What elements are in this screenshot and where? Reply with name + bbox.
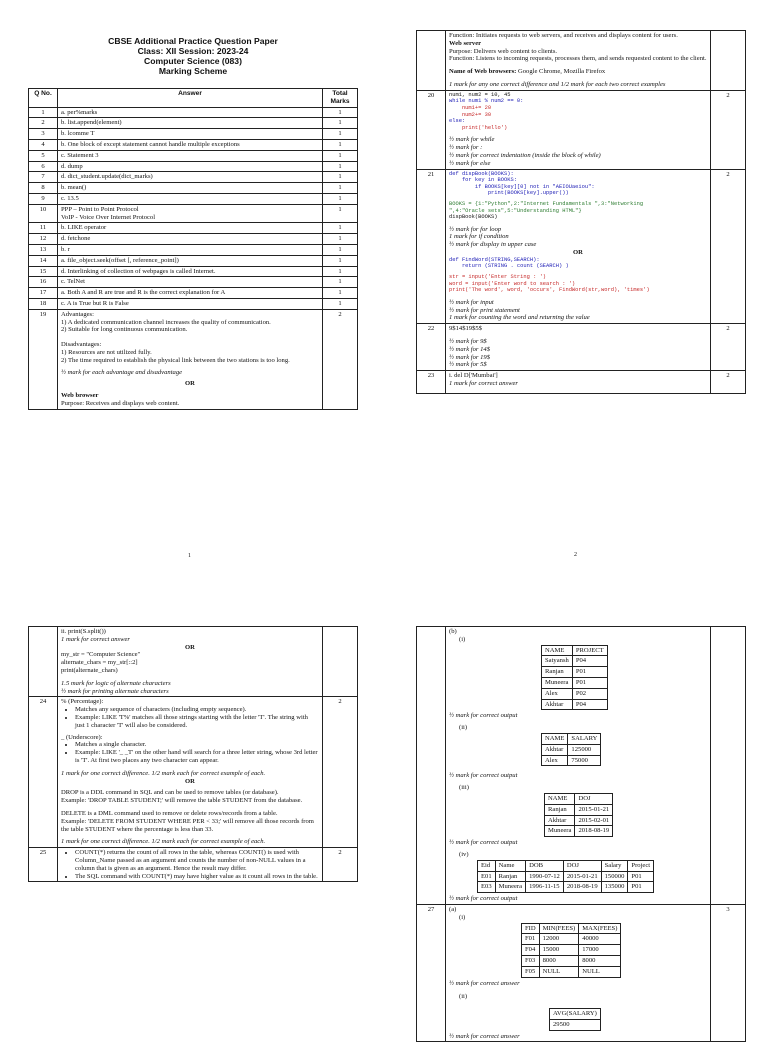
table-cell: P04 bbox=[572, 656, 607, 667]
table-row bbox=[29, 266, 358, 277]
table-row: 25 • COUNT(*) returns the count of all rows in the table, whereas COUNT() is used with Column_Name passed as an argument and counts the number of non-NULL values in a column that is given as an argument. Hence the result may differ. • The SQL command with COUNT(*) may have higher value as it count all rows in the table. 2 bbox=[29, 848, 358, 882]
table-row bbox=[542, 667, 608, 678]
marks-cell: 1 bbox=[323, 193, 358, 204]
marks-cell: 1 bbox=[323, 129, 358, 140]
page-number: 2 bbox=[574, 552, 577, 558]
table-cell: NAME bbox=[542, 733, 568, 744]
question-number: 13 bbox=[29, 244, 58, 255]
table-row bbox=[522, 923, 621, 934]
table-row bbox=[29, 150, 358, 161]
table-row bbox=[545, 815, 613, 826]
table-cell: 40000 bbox=[579, 934, 621, 945]
table-cell: 2018-08-19 bbox=[563, 882, 601, 893]
table-row bbox=[542, 744, 601, 755]
table-cell: Eid bbox=[478, 860, 496, 871]
table-cell: 15000 bbox=[539, 945, 579, 956]
table-row bbox=[29, 161, 358, 172]
answer-cell: c. Statement 3 bbox=[58, 150, 323, 161]
table-cell: Name bbox=[495, 860, 525, 871]
table-cell: Akhtar bbox=[542, 744, 568, 755]
table-row bbox=[545, 804, 613, 815]
table-cell: Akhtar bbox=[542, 699, 573, 710]
table-cell: 1990-07-12 bbox=[526, 871, 564, 882]
table-row bbox=[542, 733, 601, 744]
table-row bbox=[542, 645, 608, 656]
table-cell: F05 bbox=[522, 966, 540, 977]
question-number: 1 bbox=[29, 107, 58, 118]
table-cell: 12000 bbox=[539, 934, 579, 945]
table-cell: 135000 bbox=[601, 882, 628, 893]
marks-cell: 1 bbox=[323, 298, 358, 309]
output-table-2 bbox=[541, 733, 601, 766]
answer-cell: b. r bbox=[58, 244, 323, 255]
table-cell: P04 bbox=[572, 699, 607, 710]
question-number: 8 bbox=[29, 183, 58, 194]
table-row bbox=[478, 882, 654, 893]
marks-cell: 1 bbox=[323, 223, 358, 234]
table-row bbox=[550, 1009, 601, 1020]
table-cell: PROJECT bbox=[572, 645, 607, 656]
table-row: 24 % (Percentage): • Matches any sequence of characters (including empty sequence). • Example: LIKE 'T%' matches all those strings starting with the letter 'T'. The string with just 1 character 'T' will also be considered. _ (Underscore): • Matches a single character. • Example: LIKE '_ _T' on the other hand will search for a three letter string, whose 3rd letter is 'T'. At first two places any two character can appear. 1 mark for one correct difference. 1/2 mark each for correct example of each. OR DROP is a DDL command in SQL and can be used to remove tables (or database). Example: 'DROP TABLE STUDENT;' will remove the table STUDENT from the database. DELETE is a DML command used to remove or delete rows/records from a table. Example: 'DELETE FROM STUDENT WHERE PER < 33;' will remove all those records from the table STUDENT where the percentage is less than 33. 1 mark for one correct difference. 1/2 mark each for correct example of each. 2 bbox=[29, 697, 358, 848]
output-table-5 bbox=[521, 923, 621, 978]
table-cell: 8000 bbox=[579, 955, 621, 966]
marks-cell: 1 bbox=[323, 266, 358, 277]
output-table-3 bbox=[544, 793, 613, 837]
table-cell: P01 bbox=[572, 667, 607, 678]
table-row bbox=[29, 255, 358, 266]
question-number: 12 bbox=[29, 234, 58, 245]
question-number: 15 bbox=[29, 266, 58, 277]
marks-cell: 1 bbox=[323, 277, 358, 288]
question-number: 4 bbox=[29, 139, 58, 150]
question-number: 17 bbox=[29, 288, 58, 299]
answer-cell: b. lcomme T bbox=[58, 129, 323, 140]
table-cell: 75000 bbox=[568, 755, 601, 766]
question-number: 3 bbox=[29, 129, 58, 140]
table-cell: 2015-01-21 bbox=[563, 871, 601, 882]
table-row bbox=[29, 288, 358, 299]
table-cell: F01 bbox=[522, 934, 540, 945]
page-4 bbox=[416, 626, 746, 1040]
table-cell: Ranjan bbox=[542, 667, 573, 678]
table-cell: Muneera bbox=[495, 882, 525, 893]
table-row bbox=[29, 172, 358, 183]
answer-rows bbox=[29, 107, 358, 309]
table-row bbox=[29, 234, 358, 245]
answer-cell: b. LIKE operator bbox=[58, 223, 323, 234]
table-cell: P01 bbox=[628, 882, 654, 893]
marking-table-1 bbox=[28, 88, 358, 410]
answer-cell: b. One block of except statement cannot handle multiple exceptions bbox=[58, 139, 323, 150]
answer-cell: PPP – Point to Point Protocol VoIP - Voice Over Internet Protocol bbox=[58, 204, 323, 223]
table-row: 20 num1, num2 = 10, 45 while num1 % num2 == 0: num1+= 20 num2+= 30 else: print('hello') ½ mark for while ½ mark for : ½ mark for correct indentation (inside the block of while) ½ mark for else 2 bbox=[417, 90, 746, 169]
answer-cell: a. Both A and R are true and R is the correct explanation for A bbox=[58, 288, 323, 299]
table-row bbox=[29, 277, 358, 288]
table-row bbox=[522, 966, 621, 977]
question-number: 7 bbox=[29, 172, 58, 183]
table-cell: DOJ bbox=[575, 793, 613, 804]
table-cell: E01 bbox=[478, 871, 496, 882]
col-marks: Total Marks bbox=[323, 89, 358, 108]
table-row: 23 i. del D['Mumbai'] 1 mark for correct answer 2 bbox=[417, 371, 746, 394]
marks-cell: 1 bbox=[323, 161, 358, 172]
table-cell: Akhtar bbox=[545, 815, 575, 826]
table-cell: FID bbox=[522, 923, 540, 934]
output-table-1 bbox=[541, 645, 608, 711]
table-cell: Salary bbox=[601, 860, 628, 871]
table-row bbox=[522, 945, 621, 956]
table-cell: NULL bbox=[539, 966, 579, 977]
marks-cell: 1 bbox=[323, 183, 358, 194]
table-row: ii. print(S.split()) 1 mark for correct answer OR my_str = "Computer Science" alternate_chars = my_str[::2] print(alternate_chars) 1.5 mark for logic of alternate characters ½ mark for printing alternate characters bbox=[29, 627, 358, 697]
table-cell: P01 bbox=[628, 871, 654, 882]
table-cell: 125000 bbox=[568, 744, 601, 755]
answer-cell: d. dump bbox=[58, 161, 323, 172]
table-row bbox=[29, 193, 358, 204]
table-row bbox=[550, 1019, 601, 1030]
question-number: 11 bbox=[29, 223, 58, 234]
table-cell: MIN(FEES) bbox=[539, 923, 579, 934]
table-cell: Ranjan bbox=[495, 871, 525, 882]
col-qno: Q No. bbox=[29, 89, 58, 108]
table-row bbox=[29, 183, 358, 194]
table-row: 19 Advantages: 1) A dedicated communication channel increases the quality of communication. 2) Suitable for long continuous communication. Disadvantages: 1) Resources are not utilized fully. 2) The time required to establish the physical link between the two stations is too long. ½ mark for each advantage and disadvantage OR Web browser Purpose: Receives and displays web content. 2 bbox=[29, 309, 358, 409]
table-row bbox=[478, 860, 654, 871]
table-cell: Ranjan bbox=[545, 804, 575, 815]
table-row: (b) (i) NAME PROJECT Satyansh P04 Ranjan P01 Muneera P01 Alex P02 Akhtar P04 ½ mark for correct output (ii) NAME SALARY Akhtar 125000 Alex 75000 ½ mark for correct output (iii) NAME DOJ Ranjan 2015-01-21 Akhtar 2015-02-01 Muneera 2018-08-19 ½ mark for correct output (iv) Eid Name DOB DOJ Salary Project E01 Ranjan 1990-07-12 2015-01-21 150000 P01 E03 Muneera 1996-11-15 2018-08-19 135000 P01 ½ mark for correct output bbox=[417, 627, 746, 905]
answer-cell: b. list.append(element) bbox=[58, 118, 323, 129]
table-row bbox=[29, 129, 358, 140]
output-table-6 bbox=[549, 1008, 601, 1031]
table-row: 22 9$14$19$5$ ½ mark for 9$ ½ mark for 14$ ½ mark for 19$ ½ mark for 5$ 2 bbox=[417, 324, 746, 371]
table-cell: 2018-08-19 bbox=[575, 826, 613, 837]
marks-cell: 1 bbox=[323, 139, 358, 150]
table-cell: Muneera bbox=[542, 677, 573, 688]
marking-table-3 bbox=[28, 626, 358, 882]
table-cell: P01 bbox=[572, 677, 607, 688]
marks-cell: 1 bbox=[323, 255, 358, 266]
table-cell: 29500 bbox=[550, 1019, 601, 1030]
table-row bbox=[478, 871, 654, 882]
table-row bbox=[545, 793, 613, 804]
table-row: Function: Initiates requests to web servers, and receives and displays content for users. Web server Purpose: Delivers web content to clients. Function: Listens to incoming requests, processes them, and sends requested content to the client. Name of Web browsers: Google Chrome, Mozilla Firefox 1 mark for any one correct difference and 1/2 mark for each two correct examples bbox=[417, 31, 746, 91]
table-cell: SALARY bbox=[568, 733, 601, 744]
answer-cell: d. fetchone bbox=[58, 234, 323, 245]
question-number: 14 bbox=[29, 255, 58, 266]
table-row bbox=[522, 934, 621, 945]
marks-cell: 1 bbox=[323, 234, 358, 245]
table-row bbox=[542, 677, 608, 688]
table-cell: NULL bbox=[579, 966, 621, 977]
table-cell: NAME bbox=[545, 793, 575, 804]
marking-table-2 bbox=[416, 30, 746, 394]
answer-cell: a. per%marks bbox=[58, 107, 323, 118]
table-row: 21 def dispBook(BOOKS): for key in BOOKS: if BOOKS[key][0] not in "AEIOUaeiou": print(BOOKS[key].upper()) BOOKS = {1:"Python",2:"Internet Fundamentals ",3:"Networking ",4:"Oracle sets",5:"Understanding HTML"} dispBook(BOOKS) ½ mark for for loop 1 mark for if condition ½ mark for display in upper case OR def FindWord(STRING,SEARCH): return (STRING . count (SEARCH) ) str = input('Enter String : ') word = input('Enter word to search : ') print('The word', word, 'occurs', FindWord(str,word), 'times') ½ mark for input ½ mark for print statement 1 mark for counting the word and returning the value 2 bbox=[417, 169, 746, 324]
table-row bbox=[29, 118, 358, 129]
table-cell: E03 bbox=[478, 882, 496, 893]
paper-subtitle: Marking Scheme bbox=[158, 66, 228, 76]
marks-cell: 1 bbox=[323, 118, 358, 129]
table-row bbox=[542, 755, 601, 766]
answer-cell: c. 13.5 bbox=[58, 193, 323, 204]
page-3 bbox=[28, 626, 358, 1024]
answer-cell: b. mean() bbox=[58, 183, 323, 194]
table-cell: P02 bbox=[572, 688, 607, 699]
col-answer: Answer bbox=[58, 89, 323, 108]
paper-header bbox=[28, 36, 358, 76]
marks-cell: 1 bbox=[323, 288, 358, 299]
table-cell: Alex bbox=[542, 688, 573, 699]
table-cell: DOJ bbox=[563, 860, 601, 871]
answer-cell: c. A is True but R is False bbox=[58, 298, 323, 309]
table-cell: 8000 bbox=[539, 955, 579, 966]
marks-cell: 1 bbox=[323, 150, 358, 161]
marks-cell: 1 bbox=[323, 107, 358, 118]
table-cell: 1996-11-15 bbox=[526, 882, 564, 893]
table-cell: Project bbox=[628, 860, 654, 871]
marks-cell: 1 bbox=[323, 244, 358, 255]
table-row bbox=[29, 107, 358, 118]
question-number: 6 bbox=[29, 161, 58, 172]
table-cell: 2015-02-01 bbox=[575, 815, 613, 826]
question-number: 2 bbox=[29, 118, 58, 129]
table-cell: Alex bbox=[542, 755, 568, 766]
table-row bbox=[29, 298, 358, 309]
table-row bbox=[522, 955, 621, 966]
table-cell: NAME bbox=[542, 645, 573, 656]
page-number: 1 bbox=[188, 553, 191, 559]
table-row bbox=[29, 139, 358, 150]
table-row bbox=[545, 826, 613, 837]
table-cell: 2015-01-21 bbox=[575, 804, 613, 815]
question-number: 10 bbox=[29, 204, 58, 223]
table-cell: DOB bbox=[526, 860, 564, 871]
table-row bbox=[29, 204, 358, 223]
marks-cell: 1 bbox=[323, 204, 358, 223]
table-row: 27 (a) (i) FID MIN(FEES) MAX(FEES) F01 12000 40000 F04 15000 17000 F03 8000 8000 F05 NULL NULL ½ mark for correct answer (ii) AVG(SALARY) 29500 ½ mark for correct answer 3 bbox=[417, 904, 746, 1042]
table-row bbox=[542, 699, 608, 710]
answer-cell: a. file_object.seek(offset [, reference_point]) bbox=[58, 255, 323, 266]
table-row bbox=[542, 656, 608, 667]
answer-cell: c. TelNet bbox=[58, 277, 323, 288]
page-1 bbox=[28, 36, 358, 559]
question-number: 18 bbox=[29, 298, 58, 309]
table-cell: F03 bbox=[522, 955, 540, 966]
question-number: 9 bbox=[29, 193, 58, 204]
table-cell: MAX(FEES) bbox=[579, 923, 621, 934]
table-cell: F04 bbox=[522, 945, 540, 956]
table-cell: 17000 bbox=[579, 945, 621, 956]
table-cell: AVG(SALARY) bbox=[550, 1009, 601, 1020]
table-row bbox=[29, 223, 358, 234]
marking-table-4 bbox=[416, 626, 746, 1042]
table-row bbox=[29, 244, 358, 255]
table-cell: Muneera bbox=[545, 826, 575, 837]
question-number: 16 bbox=[29, 277, 58, 288]
marks-cell: 1 bbox=[323, 172, 358, 183]
table-cell: Satyansh bbox=[542, 656, 573, 667]
table-cell: 150000 bbox=[601, 871, 628, 882]
paper-class: Class: XII Session: 2023-24 bbox=[137, 46, 249, 56]
paper-title: CBSE Additional Practice Question Paper bbox=[108, 36, 278, 46]
page-2 bbox=[416, 30, 746, 558]
table-row bbox=[542, 688, 608, 699]
output-table-4 bbox=[477, 860, 654, 893]
paper-subject: Computer Science (083) bbox=[144, 56, 242, 66]
answer-cell: d. Interlinking of collection of webpages is called Internet. bbox=[58, 266, 323, 277]
question-number: 5 bbox=[29, 150, 58, 161]
answer-cell: d. dict_student.update(dict_marks) bbox=[58, 172, 323, 183]
